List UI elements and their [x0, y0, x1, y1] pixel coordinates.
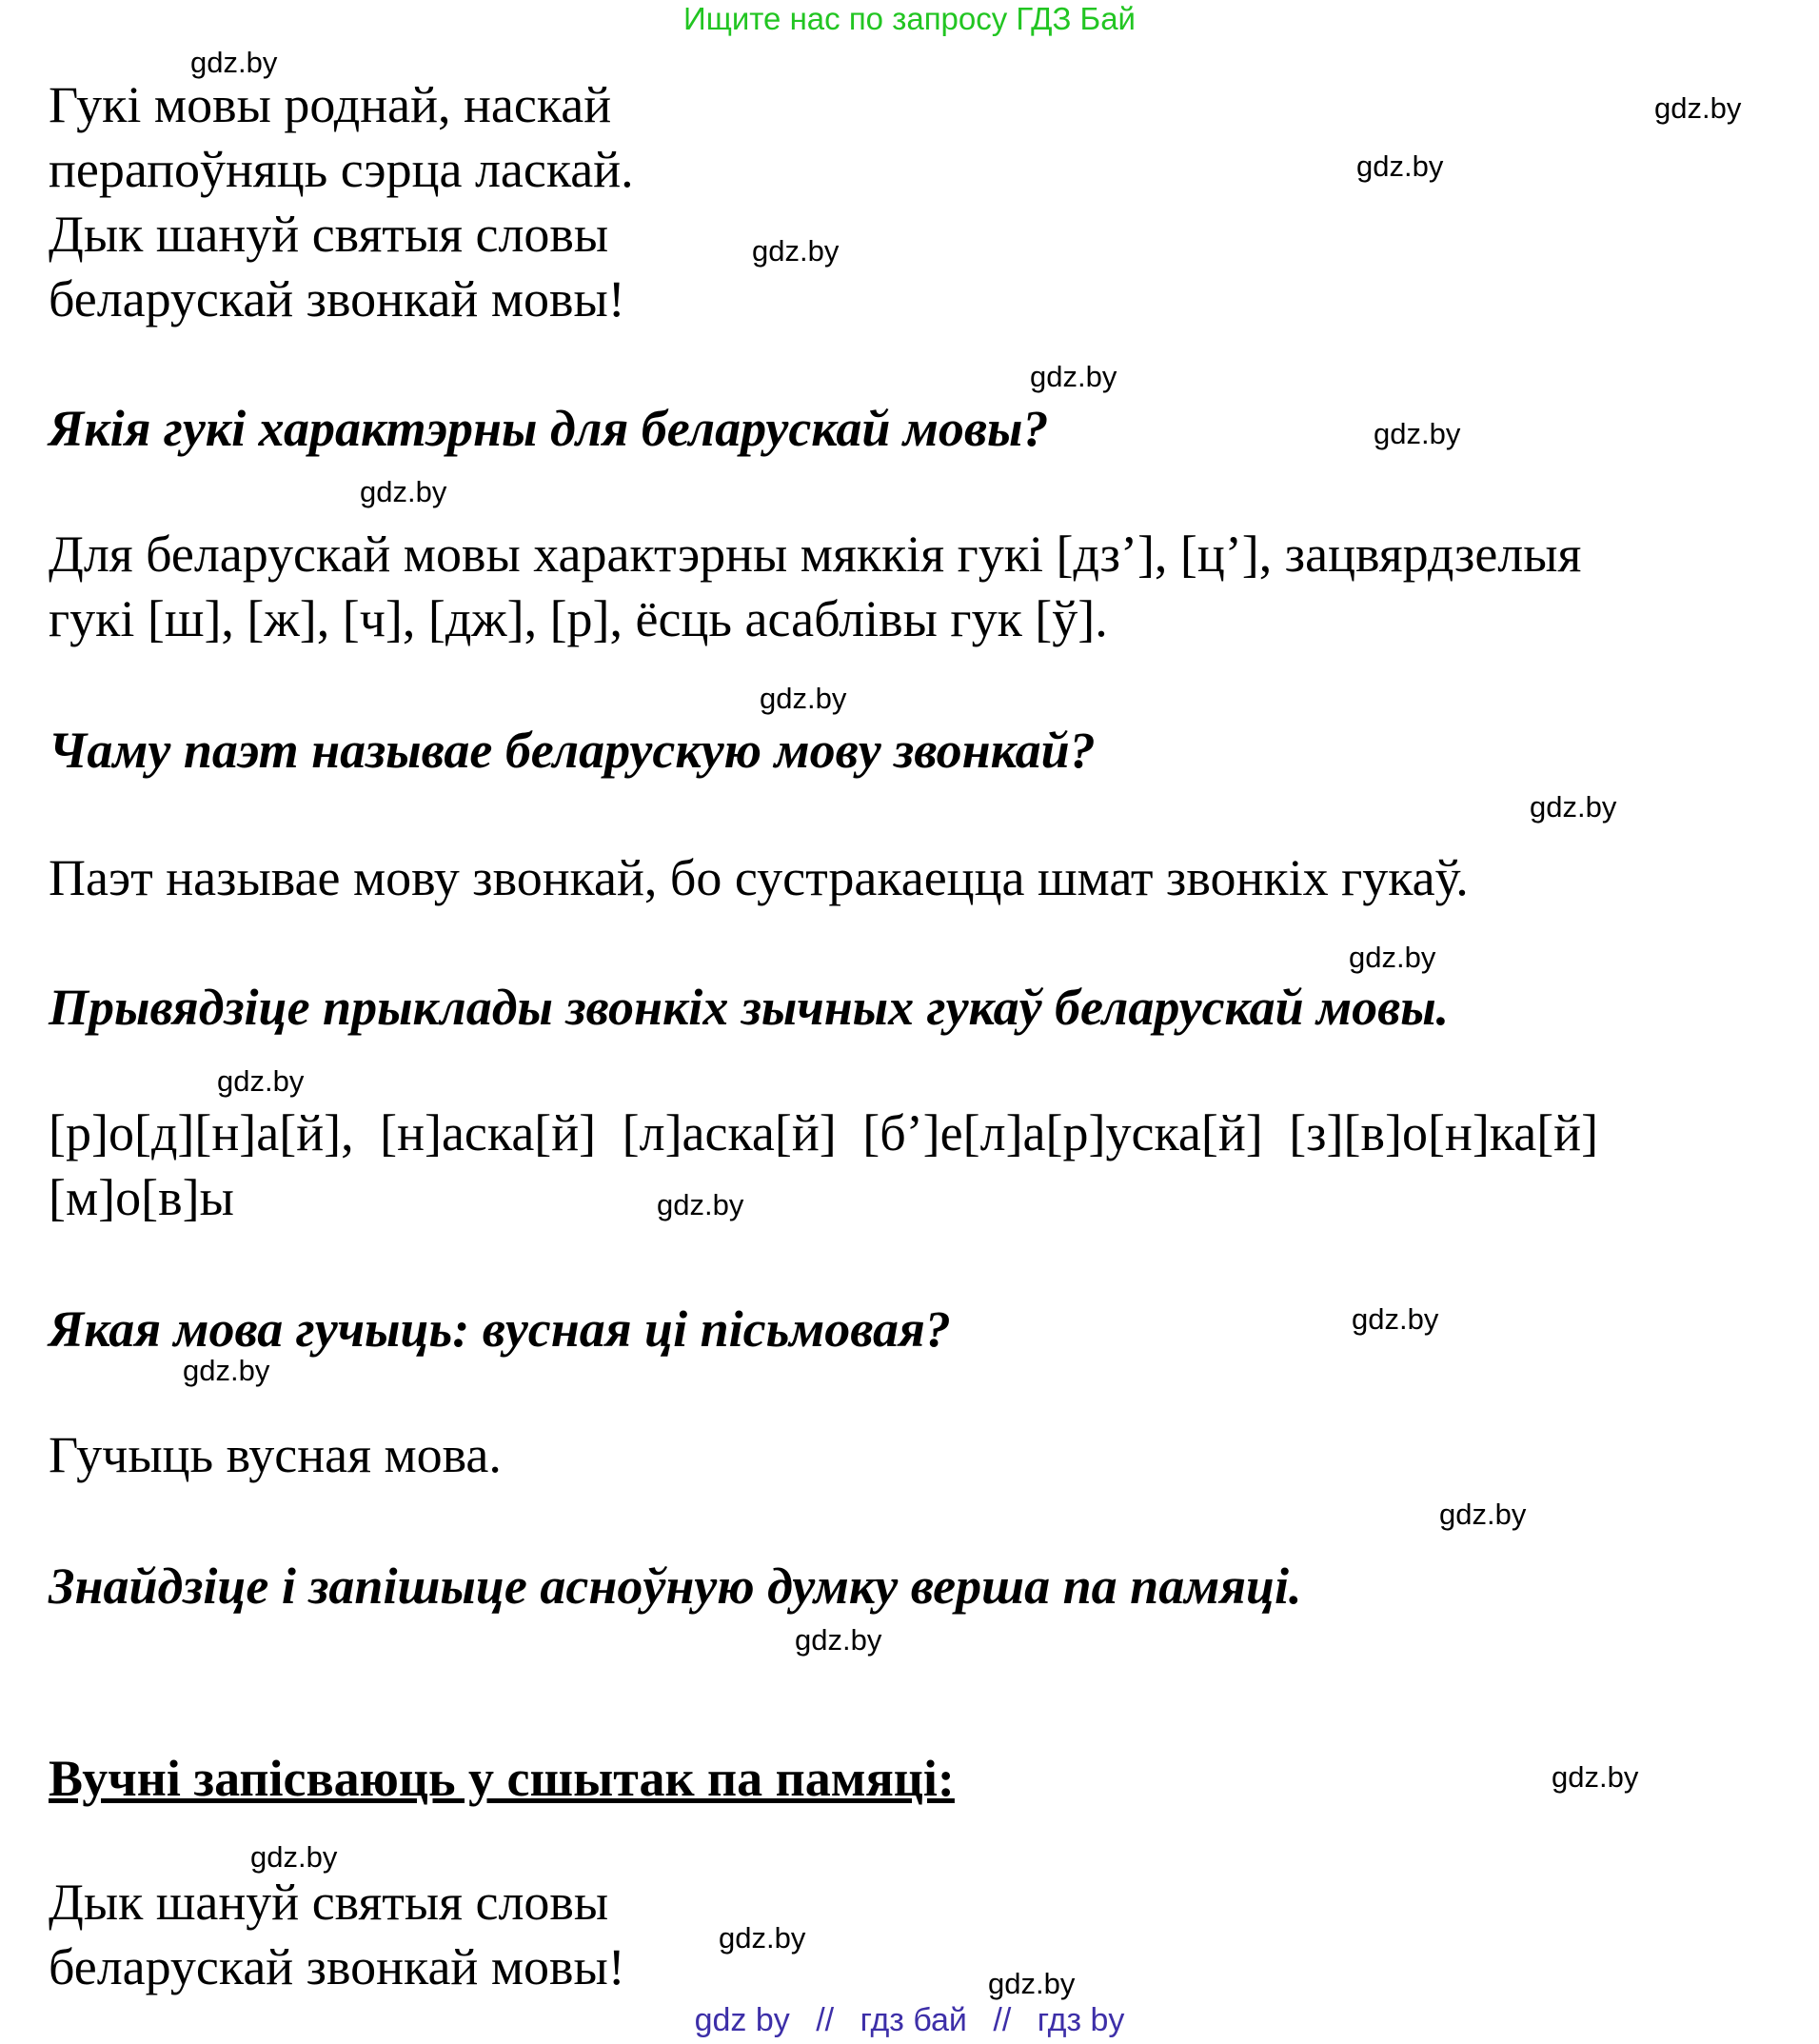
watermark: gdz.by: [1439, 1498, 1527, 1531]
footer-separator: //: [993, 2002, 1012, 2038]
watermark: gdz.by: [250, 1840, 338, 1874]
watermark: gdz.by: [1374, 417, 1461, 450]
watermark: gdz.by: [1654, 91, 1742, 125]
memory-line: беларускай звонкай мовы!: [49, 1938, 625, 1995]
answer-line: Для беларускай мовы характэрны мяккія гукі [дз’], [ц’], зацвярдзелыя: [49, 526, 1582, 583]
question-3: [49, 975, 1770, 1040]
watermark: gdz.by: [1530, 790, 1617, 824]
watermark: gdz.by: [190, 46, 278, 79]
question-4: [49, 1297, 1770, 1361]
poem: [49, 72, 1770, 331]
watermark: gdz.by: [988, 1967, 1076, 2000]
answer-line: [м]о[в]ы: [49, 1169, 234, 1226]
watermark: gdz.by: [760, 682, 847, 715]
answer-2: [49, 845, 1770, 910]
question-text: Чаму паэт называе беларускую мову звонкай?: [49, 722, 1096, 779]
watermark: gdz.by: [795, 1623, 882, 1657]
poem-line: Гукі мовы роднай, наскай: [49, 76, 612, 133]
question-text: Прывядзіце прыклады звонкіх зычных гукаў беларускай мовы.: [49, 979, 1450, 1036]
footer-link-1[interactable]: gdz by: [694, 2002, 790, 2038]
watermark: gdz.by: [1552, 1760, 1639, 1794]
question-text: Якія гукі характэрны для беларускай мовы?: [49, 400, 1049, 457]
memory-verse: [49, 1870, 1770, 1999]
watermark: gdz.by: [1356, 149, 1444, 183]
memory-line: Дык шануй святыя словы: [49, 1874, 609, 1931]
watermark: gdz.by: [752, 234, 840, 268]
watermark: gdz.by: [1352, 1302, 1439, 1336]
question-text: Знайдзіце і запішыце асноўную думку верша па памяці.: [49, 1558, 1302, 1615]
poem-line: Дык шануй святыя словы: [49, 206, 609, 263]
answer-line: Паэт называе мову звонкай, бо сустракаецца шмат звонкіх гукаў.: [49, 849, 1469, 906]
question-1: [49, 396, 1770, 461]
question-2: [49, 718, 1770, 783]
footer-separator: //: [816, 2002, 835, 2038]
watermark: gdz.by: [1030, 360, 1117, 393]
answer-line: [р]о[д][н]а[й], [н]аска[й] [л]аска[й] [б’]е[л]а[р]уска[й] [з][в]о[н]ка[й]: [49, 1104, 1599, 1161]
footer: [0, 2001, 1819, 2039]
answer-4: [49, 1422, 1770, 1487]
memory-heading-block: [49, 1746, 1770, 1811]
question-5: [49, 1554, 1770, 1618]
top-banner: Ищите нас по запросу ГДЗ Бай: [683, 1, 1136, 36]
watermark: gdz.by: [217, 1064, 305, 1098]
footer-link-3[interactable]: гдз by: [1037, 2002, 1125, 2038]
footer-link-2[interactable]: гдз бай: [860, 2002, 967, 2038]
watermark: gdz.by: [1349, 941, 1436, 974]
poem-line: перапоўняць сэрца ласкай.: [49, 141, 634, 198]
answer-1: [49, 522, 1770, 651]
answer-line: Гучыць вусная мова.: [49, 1426, 502, 1483]
memory-heading: Вучні запісваюць у сшытак па памяці:: [49, 1750, 955, 1807]
question-text: Якая мова гучыць: вусная ці пісьмовая?: [49, 1300, 951, 1358]
answer-3: [49, 1101, 1770, 1230]
watermark: gdz.by: [657, 1188, 744, 1221]
poem-line: беларускай звонкай мовы!: [49, 270, 625, 327]
watermark: gdz.by: [183, 1354, 270, 1387]
watermark: gdz.by: [719, 1921, 806, 1955]
watermark: gdz.by: [360, 475, 447, 508]
answer-line: гукі [ш], [ж], [ч], [дж], [р], ёсць асаблівы гук [ў].: [49, 590, 1108, 647]
